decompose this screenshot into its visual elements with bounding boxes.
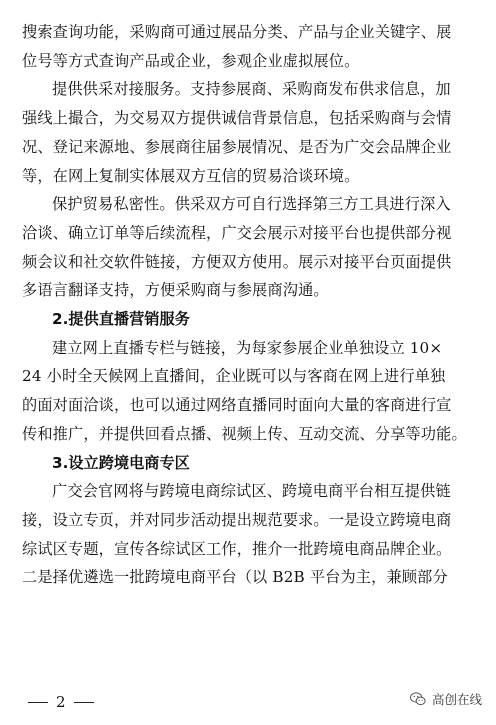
section-heading-3: 3.设立跨境电商专区 <box>52 453 190 472</box>
text-line-18: 二是择优遴选一批跨境电商平台（以 B2B 平台为主，兼顾部分 <box>22 568 448 587</box>
text-line-16: 接，设立专页，并对同步活动提出规范要求。一是设立跨境电商 <box>22 510 452 529</box>
text-line-13: 的面对面洽谈，也可以通过网络直播同时面向大量的客商进行宣 <box>22 396 452 415</box>
page-number-dash-right <box>74 702 94 703</box>
text-line-12: 24 小时全天候网上直播间，企业既可以与客商在网上进行单独 <box>22 367 446 386</box>
wechat-icon <box>409 690 427 708</box>
text-line-2: 位号等方式查询产品或企业，参观企业虚拟展位。 <box>22 51 360 70</box>
page-number: 2 <box>56 693 66 711</box>
text-line-15: 广交会官网将与跨境电商综试区、跨境电商平台相互提供链 <box>52 482 451 501</box>
section-2 <box>22 334 474 449</box>
text-line-17: 综试区专题，宣传各综试区工作，推介一批跨境电商品牌企业。 <box>22 539 452 558</box>
page-number-footer <box>28 693 94 711</box>
watermark-text: 高创在线 <box>431 692 482 707</box>
text-line-1: 搜索查询功能，采购商可通过展品分类、产品与企业关键字、展 <box>22 23 452 41</box>
text-line-8: 洽谈、确立订单等后续流程，广交会展示对接平台也提供部分视 <box>22 223 452 242</box>
text-line-14: 传和推广，并提供回看点播、视频上传、互动交流、分享等功能。 <box>22 424 467 443</box>
watermark <box>409 690 482 708</box>
section-1 <box>22 18 474 305</box>
text-line-11: 建立网上直播专栏与链接，为每家参展企业单独设立 10× <box>52 338 443 357</box>
document-body <box>22 18 474 592</box>
text-line-9: 频会议和社交软件链接，方便双方使用。展示对接平台页面提供 <box>22 252 452 271</box>
text-line-5: 况、登记来源地、参展商往届参展情况、是否为广交会品牌企业 <box>22 137 452 156</box>
section-heading-2: 2.提供直播营销服务 <box>52 310 190 329</box>
section-3 <box>22 477 474 592</box>
text-line-10: 多语言翻译支持，方便采购商与参展商沟通。 <box>22 281 329 300</box>
text-line-4: 强线上撮合，为交易双方提供诚信背景信息，包括采购商与会情 <box>22 109 452 128</box>
text-line-6: 等，在网上复制实体展双方互信的贸易洽谈环境。 <box>22 166 360 185</box>
text-line-7: 保护贸易私密性。供采双方可自行选择第三方工具进行深入 <box>52 195 451 214</box>
text-line-3: 提供供采对接服务。支持参展商、采购商发布供求信息，加 <box>52 80 451 99</box>
page-number-dash-left <box>28 702 48 703</box>
